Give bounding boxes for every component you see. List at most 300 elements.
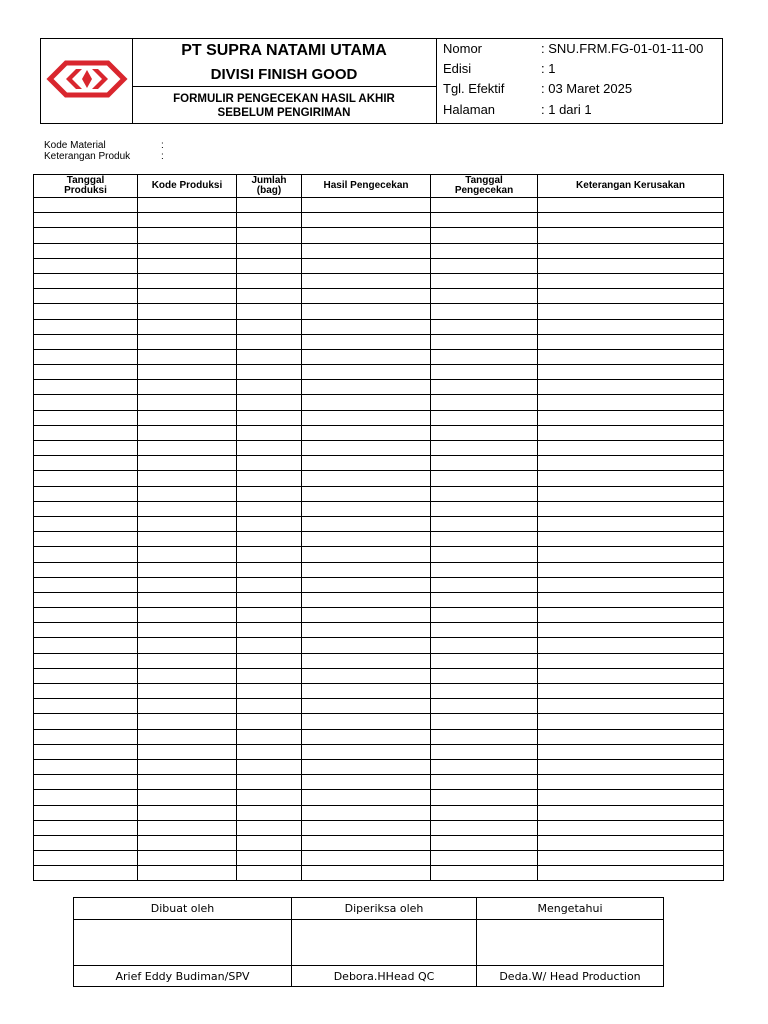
table-cell[interactable] (538, 805, 724, 820)
table-cell[interactable] (237, 532, 302, 547)
table-cell[interactable] (34, 441, 138, 456)
table-cell[interactable] (431, 501, 538, 516)
table-cell[interactable] (538, 441, 724, 456)
table-cell[interactable] (431, 729, 538, 744)
table-cell[interactable] (431, 547, 538, 562)
table-cell[interactable] (538, 319, 724, 334)
table-cell[interactable] (138, 334, 237, 349)
table-cell[interactable] (302, 608, 431, 623)
table-cell[interactable] (138, 410, 237, 425)
table-cell[interactable] (538, 258, 724, 273)
table-cell[interactable] (431, 532, 538, 547)
table-cell[interactable] (138, 790, 237, 805)
table-cell[interactable] (138, 516, 237, 531)
table-cell[interactable] (302, 759, 431, 774)
table-cell[interactable] (138, 380, 237, 395)
table-cell[interactable] (138, 532, 237, 547)
table-cell[interactable] (138, 592, 237, 607)
table-row (34, 289, 724, 304)
table-cell[interactable] (237, 365, 302, 380)
table-cell[interactable] (237, 456, 302, 471)
table-cell[interactable] (237, 638, 302, 653)
table-cell[interactable] (237, 851, 302, 866)
table-cell[interactable] (237, 653, 302, 668)
table-cell[interactable] (538, 775, 724, 790)
table-cell[interactable] (237, 380, 302, 395)
table-cell[interactable] (538, 729, 724, 744)
table-cell[interactable] (34, 729, 138, 744)
table-cell[interactable] (302, 198, 431, 213)
table-row (34, 775, 724, 790)
table-cell[interactable] (538, 213, 724, 228)
table-cell[interactable] (34, 805, 138, 820)
table-cell[interactable] (538, 759, 724, 774)
table-cell[interactable] (34, 501, 138, 516)
table-cell[interactable] (538, 349, 724, 364)
table-cell[interactable] (538, 623, 724, 638)
table-cell[interactable] (237, 243, 302, 258)
table-cell[interactable] (538, 198, 724, 213)
table-cell[interactable] (34, 547, 138, 562)
table-cell[interactable] (138, 441, 237, 456)
table-cell[interactable] (431, 395, 538, 410)
table-cell[interactable] (302, 851, 431, 866)
table-cell[interactable] (34, 592, 138, 607)
meta-label: Tgl. Efektif (443, 81, 505, 96)
table-row (34, 213, 724, 228)
table-cell[interactable] (34, 486, 138, 501)
table-cell[interactable] (34, 835, 138, 850)
table-cell[interactable] (34, 577, 138, 592)
table-cell[interactable] (431, 198, 538, 213)
table-cell[interactable] (34, 198, 138, 213)
table-cell[interactable] (302, 790, 431, 805)
table-cell[interactable] (302, 668, 431, 683)
table-cell[interactable] (302, 729, 431, 744)
table-cell[interactable] (237, 501, 302, 516)
signature-box[interactable] (74, 920, 292, 966)
table-cell[interactable] (138, 243, 237, 258)
table-cell[interactable] (138, 425, 237, 440)
table-cell[interactable] (138, 668, 237, 683)
table-cell[interactable] (431, 213, 538, 228)
table-cell[interactable] (538, 380, 724, 395)
table-cell[interactable] (34, 714, 138, 729)
table-cell[interactable] (538, 334, 724, 349)
table-cell[interactable] (538, 714, 724, 729)
table-cell[interactable] (138, 638, 237, 653)
table-cell[interactable] (431, 653, 538, 668)
table-cell[interactable] (431, 699, 538, 714)
table-cell[interactable] (34, 623, 138, 638)
table-cell[interactable] (431, 775, 538, 790)
table-cell[interactable] (538, 471, 724, 486)
table-cell[interactable] (431, 790, 538, 805)
table-cell[interactable] (138, 835, 237, 850)
table-cell[interactable] (237, 198, 302, 213)
table-cell[interactable] (431, 516, 538, 531)
table-cell[interactable] (431, 365, 538, 380)
table-row (34, 577, 724, 592)
table-cell[interactable] (538, 866, 724, 881)
table-cell[interactable] (237, 866, 302, 881)
table-cell[interactable] (138, 714, 237, 729)
table-cell[interactable] (431, 410, 538, 425)
table-cell[interactable] (538, 577, 724, 592)
table-cell[interactable] (138, 456, 237, 471)
table-cell[interactable] (237, 699, 302, 714)
table-cell[interactable] (34, 790, 138, 805)
table-cell[interactable] (34, 289, 138, 304)
table-cell[interactable] (538, 668, 724, 683)
table-cell[interactable] (34, 471, 138, 486)
table-cell[interactable] (302, 395, 431, 410)
table-cell[interactable] (431, 441, 538, 456)
table-cell[interactable] (237, 410, 302, 425)
table-cell[interactable] (431, 289, 538, 304)
table-cell[interactable] (138, 562, 237, 577)
table-cell[interactable] (34, 516, 138, 531)
table-cell[interactable] (302, 228, 431, 243)
table-cell[interactable] (34, 684, 138, 699)
table-cell[interactable] (237, 516, 302, 531)
table-row (34, 304, 724, 319)
table-cell[interactable] (34, 365, 138, 380)
table-cell[interactable] (538, 365, 724, 380)
table-cell[interactable] (138, 349, 237, 364)
table-cell[interactable] (237, 835, 302, 850)
keterangan-produk-line (44, 151, 164, 162)
table-cell[interactable] (431, 228, 538, 243)
table-cell[interactable] (34, 744, 138, 759)
logo-cell (41, 39, 133, 123)
table-cell[interactable] (138, 198, 237, 213)
table-cell[interactable] (302, 775, 431, 790)
table-cell[interactable] (431, 304, 538, 319)
table-cell[interactable] (302, 835, 431, 850)
table-cell[interactable] (431, 319, 538, 334)
table-cell[interactable] (302, 744, 431, 759)
table-cell[interactable] (34, 456, 138, 471)
table-cell[interactable] (138, 501, 237, 516)
table-cell[interactable] (34, 319, 138, 334)
table-cell[interactable] (302, 501, 431, 516)
table-cell[interactable] (431, 334, 538, 349)
table-cell[interactable] (538, 790, 724, 805)
table-cell[interactable] (237, 592, 302, 607)
table-cell[interactable] (34, 395, 138, 410)
table-cell[interactable] (34, 775, 138, 790)
table-cell[interactable] (34, 228, 138, 243)
table-cell[interactable] (34, 699, 138, 714)
table-cell[interactable] (538, 425, 724, 440)
table-cell[interactable] (237, 820, 302, 835)
table-cell[interactable] (302, 304, 431, 319)
table-cell[interactable] (138, 744, 237, 759)
table-cell[interactable] (237, 471, 302, 486)
table-cell[interactable] (302, 334, 431, 349)
table-cell[interactable] (538, 228, 724, 243)
table-cell[interactable] (237, 775, 302, 790)
table-cell[interactable] (302, 516, 431, 531)
table-cell[interactable] (538, 243, 724, 258)
col-jumlah (237, 175, 302, 198)
table-cell[interactable] (302, 425, 431, 440)
table-cell[interactable] (237, 213, 302, 228)
table-cell[interactable] (34, 273, 138, 288)
table-cell[interactable] (538, 851, 724, 866)
table-cell[interactable] (34, 820, 138, 835)
table-cell[interactable] (34, 380, 138, 395)
table-cell[interactable] (431, 349, 538, 364)
table-row (34, 441, 724, 456)
signature-box[interactable] (477, 920, 664, 966)
table-cell[interactable] (302, 380, 431, 395)
table-cell[interactable] (138, 486, 237, 501)
table-cell[interactable] (34, 532, 138, 547)
table-cell[interactable] (538, 638, 724, 653)
table-cell[interactable] (237, 273, 302, 288)
table-cell[interactable] (138, 395, 237, 410)
table-cell[interactable] (34, 425, 138, 440)
table-cell[interactable] (431, 851, 538, 866)
document-meta (437, 39, 723, 123)
table-cell[interactable] (302, 258, 431, 273)
table-cell[interactable] (538, 820, 724, 835)
table-cell[interactable] (138, 547, 237, 562)
table-cell[interactable] (34, 243, 138, 258)
table-cell[interactable] (237, 486, 302, 501)
table-cell[interactable] (138, 775, 237, 790)
table-cell[interactable] (34, 258, 138, 273)
table-cell[interactable] (237, 425, 302, 440)
table-cell[interactable] (431, 471, 538, 486)
form-title-line2: SEBELUM PENGIRIMAN (217, 107, 351, 119)
table-cell[interactable] (302, 592, 431, 607)
table-cell[interactable] (302, 243, 431, 258)
table-cell[interactable] (302, 319, 431, 334)
table-cell[interactable] (431, 380, 538, 395)
table-cell[interactable] (302, 805, 431, 820)
table-cell[interactable] (138, 608, 237, 623)
table-cell[interactable] (302, 623, 431, 638)
table-body (34, 198, 724, 881)
table-cell[interactable] (237, 623, 302, 638)
table-cell[interactable] (237, 744, 302, 759)
table-cell[interactable] (138, 653, 237, 668)
table-cell[interactable] (431, 638, 538, 653)
table-cell[interactable] (538, 395, 724, 410)
table-cell[interactable] (237, 577, 302, 592)
table-cell[interactable] (237, 562, 302, 577)
table-cell[interactable] (138, 213, 237, 228)
table-cell[interactable] (138, 805, 237, 820)
table-cell[interactable] (302, 486, 431, 501)
table-cell[interactable] (237, 304, 302, 319)
table-cell[interactable] (138, 304, 237, 319)
table-cell[interactable] (237, 258, 302, 273)
table-cell[interactable] (138, 289, 237, 304)
table-cell[interactable] (302, 471, 431, 486)
table-cell[interactable] (538, 501, 724, 516)
col-tanggal-produksi (34, 175, 138, 198)
table-cell[interactable] (431, 486, 538, 501)
meta-value: : 03 Maret 2025 (541, 81, 633, 96)
table-cell[interactable] (138, 866, 237, 881)
table-cell[interactable] (302, 866, 431, 881)
table-cell[interactable] (538, 304, 724, 319)
table-cell[interactable] (237, 395, 302, 410)
table-cell[interactable] (431, 258, 538, 273)
table-row (34, 759, 724, 774)
table-cell[interactable] (431, 425, 538, 440)
table-cell[interactable] (138, 729, 237, 744)
table-cell[interactable] (34, 668, 138, 683)
table-cell[interactable] (431, 714, 538, 729)
table-cell[interactable] (302, 562, 431, 577)
table-cell[interactable] (538, 608, 724, 623)
table-cell[interactable] (538, 653, 724, 668)
table-row (34, 243, 724, 258)
table-cell[interactable] (538, 562, 724, 577)
col-keterangan-kerusakan (538, 175, 724, 198)
table-cell[interactable] (538, 592, 724, 607)
table-cell[interactable] (302, 699, 431, 714)
table-cell[interactable] (34, 334, 138, 349)
table-cell[interactable] (138, 623, 237, 638)
table-cell[interactable] (538, 744, 724, 759)
table-cell[interactable] (431, 562, 538, 577)
table-cell[interactable] (138, 319, 237, 334)
table-cell[interactable] (302, 456, 431, 471)
table-row (34, 198, 724, 213)
table-cell[interactable] (302, 532, 431, 547)
table-cell[interactable] (34, 759, 138, 774)
table-cell[interactable] (538, 273, 724, 288)
keterangan-produk-colon: : (161, 151, 164, 162)
table-row (34, 623, 724, 638)
table-cell[interactable] (302, 653, 431, 668)
table-cell[interactable] (302, 714, 431, 729)
table-cell[interactable] (538, 410, 724, 425)
table-cell[interactable] (431, 456, 538, 471)
table-cell[interactable] (138, 577, 237, 592)
table-cell[interactable] (538, 699, 724, 714)
table-cell[interactable] (34, 638, 138, 653)
table-cell[interactable] (237, 805, 302, 820)
table-cell[interactable] (138, 820, 237, 835)
table-cell[interactable] (538, 547, 724, 562)
table-cell[interactable] (302, 820, 431, 835)
table-cell[interactable] (431, 243, 538, 258)
table-cell[interactable] (237, 334, 302, 349)
table-cell[interactable] (302, 410, 431, 425)
table-cell[interactable] (302, 273, 431, 288)
table-cell[interactable] (34, 213, 138, 228)
col-header-line2: (bag) (256, 185, 282, 196)
table-cell[interactable] (431, 592, 538, 607)
table-cell[interactable] (237, 319, 302, 334)
table-cell[interactable] (237, 790, 302, 805)
table-cell[interactable] (302, 638, 431, 653)
table-cell[interactable] (138, 684, 237, 699)
signature-box[interactable] (292, 920, 477, 966)
table-cell[interactable] (302, 441, 431, 456)
table-cell[interactable] (431, 273, 538, 288)
table-cell[interactable] (538, 456, 724, 471)
table-cell[interactable] (538, 532, 724, 547)
col-header-line2: Pengecekan (454, 185, 514, 196)
table-cell[interactable] (538, 684, 724, 699)
table-cell[interactable] (431, 608, 538, 623)
table-cell[interactable] (302, 577, 431, 592)
table-cell[interactable] (431, 835, 538, 850)
table-cell[interactable] (237, 289, 302, 304)
table-cell[interactable] (138, 258, 237, 273)
table-cell[interactable] (34, 304, 138, 319)
table-row (34, 365, 724, 380)
table-cell[interactable] (237, 349, 302, 364)
table-cell[interactable] (431, 820, 538, 835)
table-cell[interactable] (34, 562, 138, 577)
table-cell[interactable] (302, 213, 431, 228)
table-cell[interactable] (302, 289, 431, 304)
table-cell[interactable] (34, 653, 138, 668)
table-row (34, 729, 724, 744)
table-cell[interactable] (302, 684, 431, 699)
table-cell[interactable] (34, 349, 138, 364)
table-cell[interactable] (34, 608, 138, 623)
table-cell[interactable] (431, 866, 538, 881)
table-cell[interactable] (34, 851, 138, 866)
table-cell[interactable] (302, 547, 431, 562)
table-cell[interactable] (431, 623, 538, 638)
table-cell[interactable] (138, 471, 237, 486)
table-cell[interactable] (34, 410, 138, 425)
table-cell[interactable] (237, 759, 302, 774)
table-cell[interactable] (138, 759, 237, 774)
table-cell[interactable] (431, 577, 538, 592)
table-cell[interactable] (538, 486, 724, 501)
table-cell[interactable] (138, 228, 237, 243)
table-cell[interactable] (138, 851, 237, 866)
table-cell[interactable] (302, 349, 431, 364)
table-cell[interactable] (237, 729, 302, 744)
table-cell[interactable] (138, 273, 237, 288)
table-cell[interactable] (237, 714, 302, 729)
table-cell[interactable] (431, 684, 538, 699)
table-cell[interactable] (431, 744, 538, 759)
table-cell[interactable] (538, 516, 724, 531)
table-cell[interactable] (138, 699, 237, 714)
table-cell[interactable] (237, 684, 302, 699)
signature-table (73, 897, 664, 987)
table-cell[interactable] (237, 547, 302, 562)
table-row (34, 820, 724, 835)
table-cell[interactable] (431, 668, 538, 683)
table-cell[interactable] (237, 441, 302, 456)
table-cell[interactable] (34, 866, 138, 881)
table-cell[interactable] (431, 759, 538, 774)
table-cell[interactable] (237, 608, 302, 623)
table-cell[interactable] (302, 365, 431, 380)
table-cell[interactable] (431, 805, 538, 820)
table-cell[interactable] (237, 228, 302, 243)
table-cell[interactable] (538, 289, 724, 304)
table-cell[interactable] (538, 835, 724, 850)
table-cell[interactable] (237, 668, 302, 683)
table-cell[interactable] (138, 365, 237, 380)
